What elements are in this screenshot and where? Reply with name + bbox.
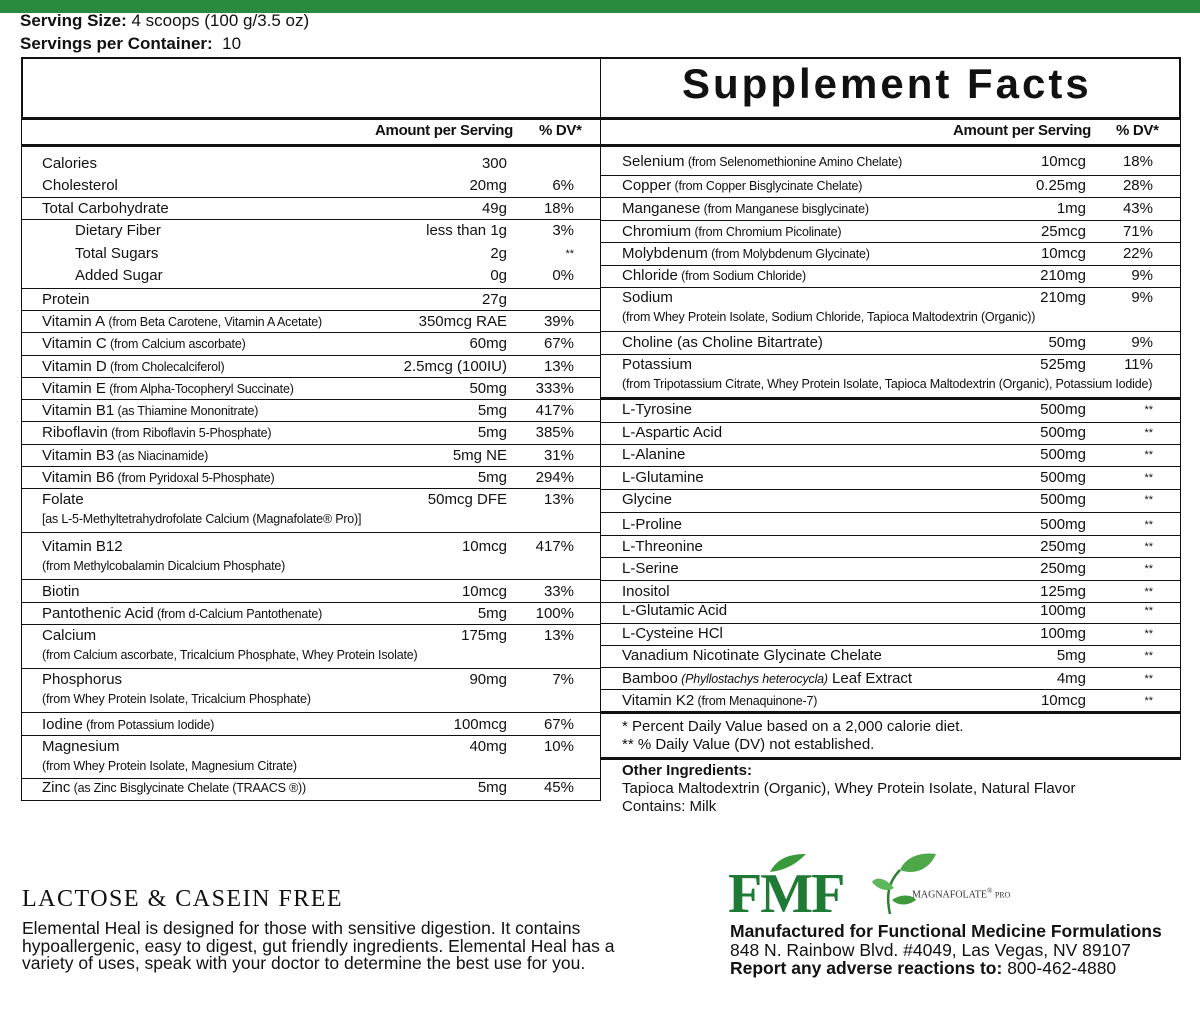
- nutrient-dv: 45%: [543, 779, 574, 796]
- nutrient-name: Riboflavin (from Riboflavin 5-Phosphate): [42, 424, 272, 441]
- right-nutrient-row: [622, 623, 1153, 645]
- serving-size-label: Serving Size:: [20, 11, 127, 30]
- right-dv-header: % DV*: [1116, 122, 1159, 139]
- right-nutrient-row: [622, 422, 1153, 444]
- nutrient-amount: 0.25mg: [1035, 177, 1086, 194]
- nutrient-amount: 27g: [481, 291, 507, 308]
- nutrient-dv: **: [1144, 650, 1153, 662]
- manufacturer-name: Manufactured for Functional Medicine Formulations: [730, 921, 1162, 941]
- nutrient-dv: 43%: [1122, 200, 1153, 217]
- magnafolate-wordmark: MAGNAFOLATE: [912, 889, 987, 901]
- left-nutrient-row: [42, 467, 574, 489]
- nutrient-name: L-Alanine: [622, 446, 686, 463]
- nutrient-source: (as Zinc Bisglycinate Chelate (TRAACS ®)): [70, 781, 306, 795]
- row-divider: [21, 579, 601, 580]
- other-ingredients: [622, 762, 1076, 816]
- nutrient-amount: 10mcg: [461, 538, 507, 555]
- lactose-free-description: [22, 920, 682, 973]
- nutrient-amount: 210mg: [1040, 267, 1086, 284]
- left-nutrient-row: [42, 153, 574, 175]
- nutrient-dv: **: [1144, 519, 1153, 531]
- right-nutrient-row: [622, 489, 1153, 511]
- nutrient-name: Glycine: [622, 491, 673, 508]
- right-nutrient-row: [622, 645, 1153, 667]
- nutrient-dv: 13%: [543, 358, 574, 375]
- nutrient-name: Vitamin C (from Calcium ascorbate): [42, 335, 246, 352]
- nutrient-name: Cholesterol: [42, 177, 118, 194]
- nutrient-dv: 385%: [535, 424, 574, 441]
- registered-mark: ®: [987, 887, 993, 895]
- right-nutrient-row: [622, 600, 1153, 622]
- left-nutrient-row: [42, 625, 574, 662]
- row-divider: [600, 512, 1181, 513]
- nutrient-amount: 25mcg: [1040, 223, 1086, 240]
- right-nutrient-row: [622, 151, 1153, 173]
- nutrient-amount: 525mg: [1040, 356, 1086, 373]
- nutrient-dv: 67%: [543, 335, 574, 352]
- nutrient-name: Copper (from Copper Bisglycinate Chelate): [622, 177, 863, 194]
- left-nutrient-row: [42, 356, 574, 378]
- row-divider: [21, 712, 601, 713]
- nutrient-source: (from Calcium ascorbate): [106, 337, 246, 351]
- nutrient-dv: 417%: [535, 402, 574, 419]
- nutrient-amount: 5mg NE: [452, 447, 507, 464]
- description-line: Elemental Heal is designed for those with sensitive digestion. It contains: [22, 918, 581, 938]
- nutrient-amount: 210mg: [1040, 289, 1086, 306]
- nutrient-amount: 2g: [490, 245, 507, 262]
- right-nutrient-row: [622, 514, 1153, 536]
- not-established-footnote: ** % Daily Value (DV) not established.: [622, 736, 875, 753]
- nutrient-name: Vitamin K2 (from Menaquinone-7): [622, 692, 818, 709]
- nutrient-name: L-Threonine: [622, 538, 703, 555]
- left-nutrient-row: [42, 243, 574, 265]
- nutrient-name: Molybdenum (from Molybdenum Glycinate): [622, 245, 870, 262]
- manufacturer-address: 848 N. Rainbow Blvd. #4049, Las Vegas, NV 89107: [730, 939, 1131, 960]
- servings-per-container-label: Servings per Container:: [20, 34, 213, 53]
- report-label: Report any adverse reactions to:: [730, 958, 1003, 978]
- left-nutrient-row: [42, 581, 574, 603]
- nutrient-dv: **: [1144, 563, 1153, 575]
- nutrient-dv: 31%: [543, 447, 574, 464]
- nutrient-source: (from Pyridoxal 5-Phosphate): [114, 471, 275, 485]
- right-nutrient-row: [622, 536, 1153, 558]
- nutrient-dv: 11%: [1124, 356, 1153, 373]
- nutrient-name: Bamboo (Phyllostachys heterocycla) Leaf Extract: [622, 670, 913, 687]
- nutrient-dv: 71%: [1122, 223, 1153, 240]
- nutrient-source: (from Riboflavin 5-Phosphate): [107, 426, 272, 440]
- nutrient-source: (from Tripotassium Citrate, Whey Protein Isolate, Tapioca Maltodextrin (Organic), Potassium Iodide): [622, 377, 1153, 391]
- right-amount-header: Amount per Serving: [953, 122, 1091, 139]
- nutrient-amount: 10mcg: [1040, 153, 1086, 170]
- nutrient-amount: 100mg: [1040, 625, 1086, 642]
- nutrient-amount: 10mcg: [461, 583, 507, 600]
- nutrient-amount: 350mcg RAE: [418, 313, 507, 330]
- left-nutrient-row: [42, 265, 574, 287]
- nutrient-amount: 0g: [490, 267, 507, 284]
- nutrient-name: Potassium: [622, 356, 693, 373]
- nutrient-source: (from Selenomethionine Amino Chelate): [684, 155, 903, 169]
- nutrient-amount: less than 1g: [426, 222, 507, 239]
- nutrient-name: Dietary Fiber: [75, 222, 161, 239]
- nutrient-amount: 50mg: [469, 380, 507, 397]
- nutrient-name: L-Glutamic Acid: [622, 602, 728, 619]
- nutrient-source: (from Copper Bisglycinate Chelate): [671, 179, 863, 193]
- left-nutrient-row: [42, 333, 574, 355]
- nutrient-amount: 500mg: [1040, 424, 1086, 441]
- nutrient-source: [as L-5-Methyltetrahydrofolate Calcium (Magnafolate® Pro)]: [42, 512, 362, 526]
- nutrient-name: Inositol: [622, 583, 670, 600]
- right-nutrient-row: [622, 332, 1153, 354]
- nutrient-dv: **: [1144, 605, 1153, 617]
- dv-footnote: * Percent Daily Value based on a 2,000 calorie diet.: [622, 718, 964, 735]
- right-nutrient-row: [622, 399, 1153, 421]
- nutrient-name: Chromium (from Chromium Picolinate): [622, 223, 842, 240]
- nutrient-amount: 500mg: [1040, 516, 1086, 533]
- nutrient-source: (from d-Calcium Pantothenate): [153, 607, 323, 621]
- nutrient-name: Vanadium Nicotinate Glycinate Chelate: [622, 647, 882, 664]
- nutrient-amount: 2.5mcg (100IU): [403, 358, 507, 375]
- nutrient-source: (from Whey Protein Isolate, Tricalcium Phosphate): [42, 692, 311, 706]
- right-nutrient-row: [622, 354, 1153, 391]
- left-nutrient-row: [42, 736, 574, 773]
- right-nutrient-row: [622, 558, 1153, 580]
- nutrient-amount: 100mg: [1040, 602, 1086, 619]
- left-nutrient-row: [42, 378, 574, 400]
- left-nutrient-row: [42, 422, 574, 444]
- nutrient-name: Vitamin D (from Cholecalciferol): [42, 358, 225, 375]
- nutrient-dv: **: [1144, 541, 1153, 553]
- nutrient-name: Folate: [42, 491, 84, 508]
- nutrient-name: Sodium: [622, 289, 673, 306]
- description-line: hypoallergenic, easy to digest, gut friendly ingredients. Elemental Heal has a: [22, 935, 615, 956]
- nutrient-dv: 13%: [543, 627, 574, 644]
- serving-info: [20, 9, 309, 55]
- right-nutrient-row: [622, 287, 1153, 324]
- nutrient-source: (from Whey Protein Isolate, Magnesium Citrate): [42, 759, 297, 773]
- nutrient-amount: 250mg: [1040, 560, 1086, 577]
- nutrient-name: L-Aspartic Acid: [622, 424, 723, 441]
- nutrient-name: L-Tyrosine: [622, 401, 693, 418]
- nutrient-source: (from Beta Carotene, Vitamin A Acetate): [105, 315, 322, 329]
- nutrient-dv: **: [1144, 494, 1153, 506]
- nutrient-dv: 9%: [1131, 267, 1153, 284]
- servings-per-container-value: 10: [222, 34, 242, 53]
- nutrient-dv: 3%: [552, 222, 574, 239]
- nutrient-amount: 50mg: [1048, 334, 1086, 351]
- nutrient-dv: 333%: [535, 380, 574, 397]
- right-nutrient-row: [622, 444, 1153, 466]
- nutrient-dv: 33%: [543, 583, 574, 600]
- nutrient-amount: 40mg: [469, 738, 507, 755]
- nutrient-amount: 49g: [481, 200, 507, 217]
- nutrient-amount: 250mg: [1040, 538, 1086, 555]
- fmf-logo: FMF: [728, 863, 844, 925]
- right-nutrient-row: [622, 265, 1153, 287]
- lactose-free-heading: LACTOSE & CASEIN FREE: [22, 886, 344, 912]
- nutrient-amount: 500mg: [1040, 446, 1086, 463]
- nutrient-dv: 13%: [543, 491, 574, 508]
- left-nutrient-row: [42, 714, 574, 736]
- nutrient-amount: 90mg: [469, 671, 507, 688]
- left-nutrient-row: [42, 198, 574, 220]
- nutrient-source: (from Chromium Picolinate): [691, 225, 842, 239]
- nutrient-name: L-Cysteine HCl: [622, 625, 723, 642]
- header-rule-top: [21, 117, 1181, 120]
- nutrient-name: Total Sugars: [75, 245, 159, 262]
- nutrient-name: L-Glutamine: [622, 469, 704, 486]
- left-nutrient-row: [42, 289, 574, 311]
- left-amount-header: Amount per Serving: [375, 122, 513, 139]
- nutrient-name: Calcium: [42, 627, 97, 644]
- nutrient-dv: **: [1144, 586, 1153, 598]
- magnafolate-pro: PRO: [994, 890, 1011, 900]
- nutrient-amount: 5mg: [477, 605, 507, 622]
- nutrient-name: Vitamin B1 (as Thiamine Mononitrate): [42, 402, 259, 419]
- right-nutrient-row: [622, 243, 1153, 265]
- nutrient-source: (from Sodium Chloride): [677, 269, 806, 283]
- nutrient-name: Vitamin B12: [42, 538, 123, 555]
- nutrient-amount: 125mg: [1040, 583, 1086, 600]
- nutrient-name: Manganese (from Manganese bisglycinate): [622, 200, 869, 217]
- nutrient-source: (from Molybdenum Glycinate): [707, 247, 870, 261]
- nutrient-source: (Phyllostachys heterocycla): [677, 672, 828, 686]
- serving-size-value: 4 scoops (100 g/3.5 oz): [131, 11, 310, 30]
- nutrient-amount: 5mg: [477, 424, 507, 441]
- nutrient-name: L-Serine: [622, 560, 679, 577]
- footnote-rule: [600, 757, 1181, 760]
- left-nutrient-row: [42, 669, 574, 706]
- nutrient-name: Vitamin A (from Beta Carotene, Vitamin A Acetate): [42, 313, 322, 330]
- nutrient-dv: 10%: [543, 738, 574, 755]
- nutrient-source: (from Whey Protein Isolate, Sodium Chloride, Tapioca Maltodextrin (Organic)): [622, 310, 1036, 324]
- nutrient-source: (from Cholecalciferol): [106, 360, 225, 374]
- description-line: variety of uses, speak with your doctor to determine the best use for you.: [22, 953, 586, 973]
- nutrient-amount: 500mg: [1040, 401, 1086, 418]
- nutrient-dv: 294%: [535, 469, 574, 486]
- nutrient-dv: 22%: [1122, 245, 1153, 262]
- other-ingredients-label: Other Ingredients:: [622, 762, 753, 779]
- nutrient-dv: 28%: [1122, 177, 1153, 194]
- nutrient-dv: 100%: [535, 605, 574, 622]
- nutrient-dv: **: [1144, 449, 1153, 461]
- nutrient-dv: 39%: [543, 313, 574, 330]
- nutrient-dv: **: [565, 248, 574, 260]
- allergen-contains: Contains: Milk: [622, 798, 717, 815]
- nutrient-amount: 10mcg: [1040, 692, 1086, 709]
- left-nutrient-row: [42, 445, 574, 467]
- nutrient-amount: 300: [481, 155, 507, 172]
- left-nutrient-row: [42, 489, 574, 526]
- nutrient-name: Pantothenic Acid (from d-Calcium Pantothenate): [42, 605, 323, 622]
- nutrient-amount: 10mcg: [1040, 245, 1086, 262]
- nutrient-name: Chloride (from Sodium Chloride): [622, 267, 806, 284]
- nutrient-name: Biotin: [42, 583, 80, 600]
- nutrient-name: Zinc (as Zinc Bisglycinate Chelate (TRAACS ®)): [42, 779, 306, 796]
- nutrient-source: (from Menaquinone-7): [694, 694, 818, 708]
- right-nutrient-row: [622, 198, 1153, 220]
- nutrient-name: Total Carbohydrate: [42, 200, 169, 217]
- nutrient-amount: 20mg: [469, 177, 507, 194]
- left-nutrient-row: [42, 603, 574, 625]
- left-nutrient-row: [42, 536, 574, 573]
- magnafolate-leaf-icon: [870, 848, 940, 918]
- nutrient-dv: **: [1144, 404, 1153, 416]
- nutrient-amount: 175mg: [461, 627, 507, 644]
- nutrient-dv: 18%: [1122, 153, 1153, 170]
- nutrient-dv: 9%: [1131, 334, 1153, 351]
- left-dv-header: % DV*: [539, 122, 582, 139]
- nutrient-name: Magnesium: [42, 738, 120, 755]
- nutrient-amount: 60mg: [469, 335, 507, 352]
- nutrient-amount: 5mg: [477, 779, 507, 796]
- nutrient-name: Vitamin E (from Alpha-Tocopheryl Succinate): [42, 380, 294, 397]
- nutrient-source: (as Thiamine Mononitrate): [114, 404, 259, 418]
- right-nutrient-row: [622, 221, 1153, 243]
- nutrient-amount: 500mg: [1040, 469, 1086, 486]
- nutrient-source: (from Methylcobalamin Dicalcium Phosphate): [42, 559, 286, 573]
- nutrient-source: (from Potassium Iodide): [82, 718, 215, 732]
- right-nutrient-row: [622, 668, 1153, 690]
- nutrient-dv: **: [1144, 695, 1153, 707]
- nutrient-dv: 0%: [552, 267, 574, 284]
- nutrient-name: Vitamin B3 (as Niacinamide): [42, 447, 209, 464]
- nutrient-source: (from Manganese bisglycinate): [700, 202, 869, 216]
- nutrient-amount: 4mg: [1056, 670, 1086, 687]
- left-nutrient-row: [42, 311, 574, 333]
- left-nutrient-row: [42, 220, 574, 242]
- row-divider: [21, 532, 601, 533]
- fmf-leaf-icon: [768, 852, 808, 874]
- left-nutrient-row: [42, 777, 574, 799]
- nutrient-source: (from Calcium ascorbate, Tricalcium Phosphate, Whey Protein Isolate): [42, 648, 418, 662]
- left-nutrient-row: [42, 400, 574, 422]
- nutrient-name: Vitamin B6 (from Pyridoxal 5-Phosphate): [42, 469, 275, 486]
- nutrient-dv: **: [1144, 472, 1153, 484]
- nutrient-name: Phosphorus: [42, 671, 123, 688]
- nutrient-dv: 417%: [535, 538, 574, 555]
- header-rule-bottom: [21, 144, 1181, 147]
- right-nutrient-row: [622, 467, 1153, 489]
- nutrient-name: Iodine (from Potassium Iodide): [42, 716, 215, 733]
- nutrient-name: Choline (as Choline Bitartrate): [622, 334, 823, 351]
- other-ingredients-text: Tapioca Maltodextrin (Organic), Whey Protein Isolate, Natural Flavor: [622, 780, 1076, 797]
- nutrient-dv: 6%: [552, 177, 574, 194]
- nutrient-amount: 50mcg DFE: [427, 491, 507, 508]
- nutrient-dv: **: [1144, 427, 1153, 439]
- nutrient-amount: 5mg: [477, 402, 507, 419]
- nutrient-dv: **: [1144, 628, 1153, 640]
- nutrient-source: (from Alpha-Tocopheryl Succinate): [105, 382, 294, 396]
- nutrient-name: Added Sugar: [75, 267, 163, 284]
- manufacturer-info: [730, 922, 1162, 978]
- nutrient-dv: 18%: [543, 200, 574, 217]
- nutrient-amount: 500mg: [1040, 491, 1086, 508]
- nutrient-source: (as Niacinamide): [114, 449, 209, 463]
- nutrient-amount: 5mg: [477, 469, 507, 486]
- nutrient-amount: 1mg: [1056, 200, 1086, 217]
- left-nutrient-row: [42, 175, 574, 197]
- nutrient-dv: 9%: [1131, 289, 1153, 306]
- nutrient-name: L-Proline: [622, 516, 683, 533]
- right-nutrient-row: [622, 690, 1153, 712]
- nutrient-amount: 100mcg: [453, 716, 507, 733]
- right-nutrient-row: [622, 175, 1153, 197]
- nutrient-name: Protein: [42, 291, 90, 308]
- page-title: Supplement Facts: [682, 60, 1092, 107]
- nutrient-name: Selenium (from Selenomethionine Amino Chelate): [622, 153, 903, 170]
- nutrient-amount: 5mg: [1056, 647, 1086, 664]
- nutrient-dv: 7%: [552, 671, 574, 688]
- nutrient-dv: **: [1144, 673, 1153, 685]
- nutrient-dv: 67%: [543, 716, 574, 733]
- report-phone: 800-462-4880: [1007, 958, 1117, 978]
- magnafolate-logo-text: [912, 887, 1010, 900]
- nutrient-name: Calories: [42, 155, 98, 172]
